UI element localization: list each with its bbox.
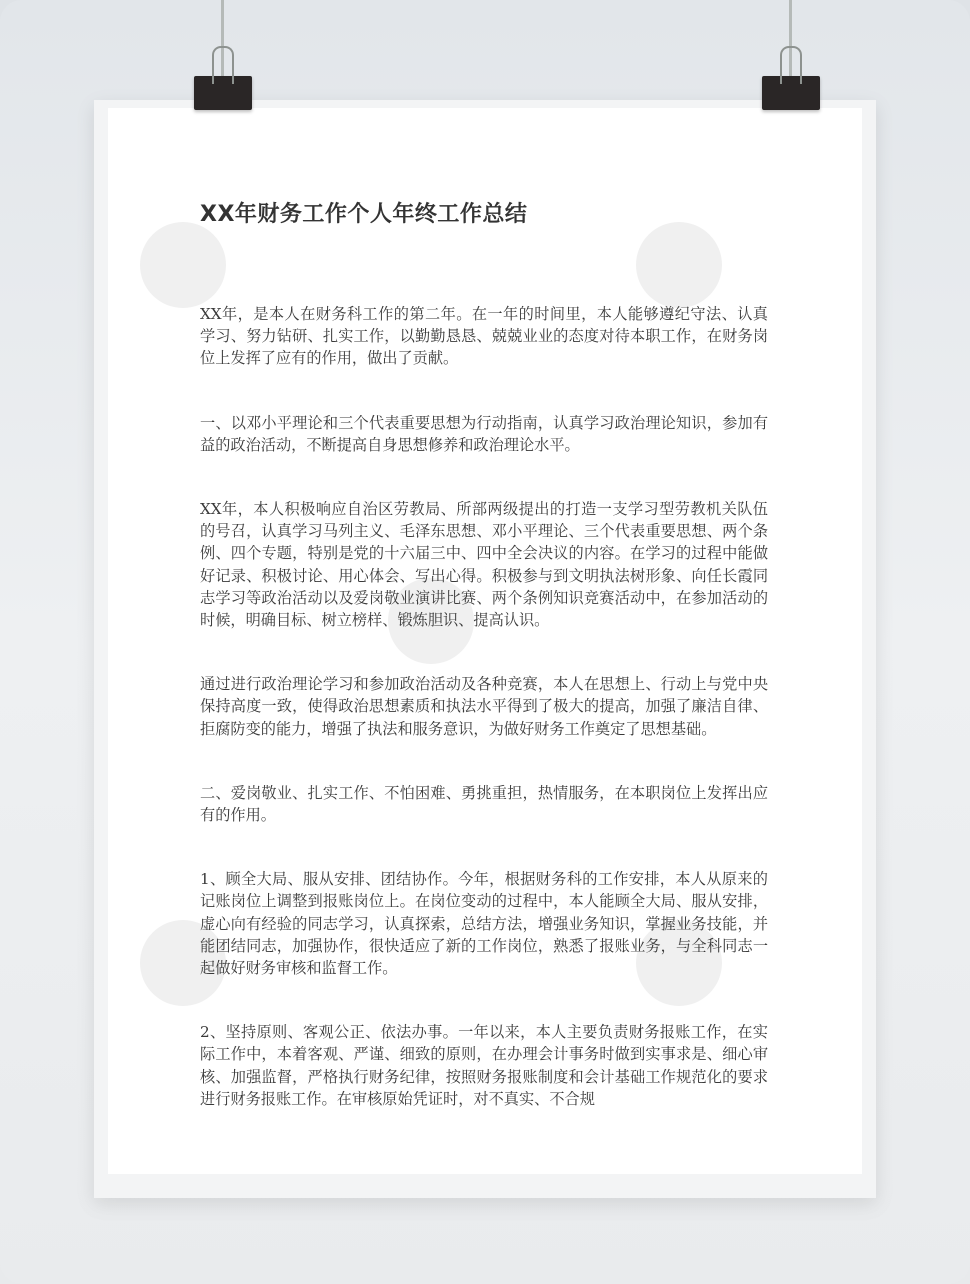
document-content (200, 195, 768, 1152)
paragraph-item-one: 1、顾全大局、服从安排、团结协作。今年，根据财务科的工作安排，本人从原来的记账岗位上调整到报账岗位上。在岗位变动的过程中，本人能顾全大局、服从安排，虚心向有经验的同志学习，认真探索，总结方法，增强业务知识，掌握业务技能，并能团结同志，加强协作，很快适应了新的工作岗位，熟悉了报账业务，与全科同志一起做好财务审核和监督工作。 (200, 870, 768, 978)
paragraph-item-two: 2、坚持原则、客观公正、依法办事。一年以来，本人主要负责财务报账工作，在实际工作中，本着客观、严谨、细致的原则，在办理会计事务时做到实事求是、细心审核、加强监督，严格执行财务纪律，按照财务报账制度和会计基础工作规范化的要求进行财务报账工作。在审核原始凭证时，对不真实、不合规 (200, 1023, 768, 1108)
paragraph-section-two: 二、爱岗敬业、扎实工作、不怕困难、勇挑重担，热情服务，在本职岗位上发挥出应有的作用。 (200, 783, 768, 825)
binder-clip-left-icon (194, 76, 252, 110)
binder-clip-right-icon (762, 76, 820, 110)
document-title: XX年财务工作个人年终工作总结 (200, 202, 528, 227)
paragraph-intro: XX年，是本人在财务科工作的第二年。在一年的时间里，本人能够遵纪守法、认真学习、努力钻研、扎实工作，以勤勤恳恳、兢兢业业的态度对待本职工作，在财务岗位上发挥了应有的作用，做出了贡献。 (200, 305, 768, 368)
paragraph-study: XX年，本人积极响应自治区劳教局、所部两级提出的打造一支学习型劳教机关队伍的号召，认真学习马列主义、毛泽东思想、邓小平理论、三个代表重要思想、两个条例、四个专题，特别是党的十六届三中、四中全会决议的内容。在学习的过程中能做好记录、积极讨论、用心体会、写出心得。积极参与到文明执法树形象、向任长霞同志学习等政治活动以及爱岗敬业演讲比赛、两个条例知识竞赛活动中，在参加活动的时候，明确目标、树立榜样、锻炼胆识、提高认识。 (200, 500, 768, 630)
paragraph-results: 通过进行政治理论学习和参加政治活动及各种竞赛，本人在思想上、行动上与党中央保持高度一致，使得政治思想素质和执法水平得到了极大的提高，加强了廉洁自律、拒腐防变的能力，增强了执法和服务意识，为做好财务工作奠定了思想基础。 (200, 675, 768, 738)
paragraph-section-one: 一、以邓小平理论和三个代表重要思想为行动指南，认真学习政治理论知识，参加有益的政治活动，不断提高自身思想修养和政治理论水平。 (200, 413, 768, 454)
